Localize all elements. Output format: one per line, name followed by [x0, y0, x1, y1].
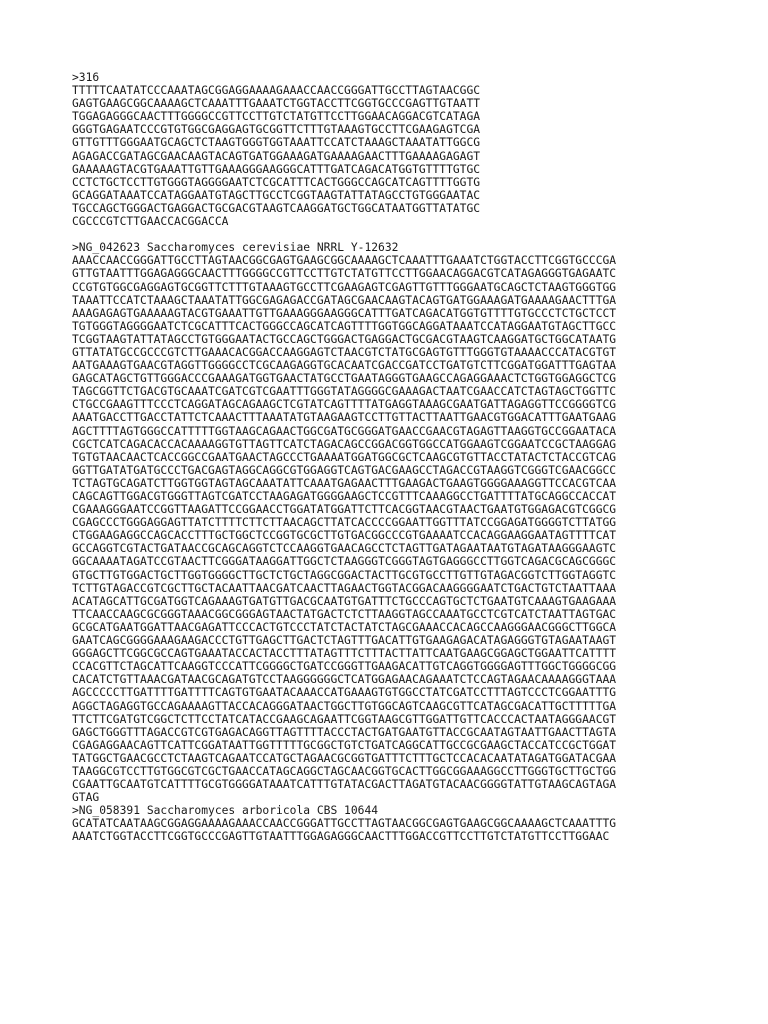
sequence-line: TGCCAGCTGGGACTGAGGACTGCGACGTAAGTCAAGGATGCTGGCATAATGGTTATATGC	[72, 201, 481, 215]
sequence-line: AGGCTAGAGGTGCCAGAAAAGTTACCACAGGGATAACTGGCTTGTGGCAGTCAAGCGTTCATAGCGACATTGCTTTTTGA	[72, 699, 617, 713]
sequence-line: TCTAGTGCAGATCTTGGTGGTAGTAGCAAATATTCAAATGAGAACTTTGAAGACTGAAGTGGGGAAAGGTTCCACGTCAA	[72, 476, 617, 490]
sequence-line: CGAGAGGAACAGTTCATTCGGATAATTGGTTTTTGCGGCTGTCTGATCAGGCATTGCCGCGAAGCTACCATCCGCTGGAT	[72, 738, 617, 752]
sequence-line: TGTGGGTAGGGGAATCTCGCATTTCACTGGGCCAGCATCAGTTTTGGTGGCAGGATAAATCCATAGGAATGTAGCTTGCC	[72, 319, 617, 333]
sequence-line: GCAGGATAAATCCATAGGAATGTAGCTTGCCTCGGTAAGTATTATAGCCTGTGGGAATAC	[72, 188, 481, 202]
sequence-line: TAAGGCGTCCTTGTGGCGTCGCTGAACCATAGCAGGCTAGCAACGGTGCACTTGGCGGAAAGGCCTTGGGTGCTTGCTGG	[72, 764, 617, 778]
sequence-line: CGAGCCCTGGGAGGAGTTATCTTTTCTTCTTAACAGCTTATCACCCCGGAATTGGTTTATCCGGAGATGGGGTCTTATGG	[72, 516, 617, 530]
sequence-line: TGTGTAACAACTCACCGGCCGAATGAACTAGCCCTGAAAATGGATGGCGCTCAAGCGTGTTACCTATACTCTACCGTCAG	[72, 450, 617, 464]
sequence-line: AAATCTGGTACCTTCGGTGCCCGAGTTGTAATTTGGAGAGGGCAACTTTGGACCGTTCCTTGTCTATGTTCCTTGGAAC	[72, 830, 610, 844]
sequence-record-316	[72, 71, 692, 228]
sequence-line: TAGCGGTTCTGACGTGCAAATCGATCGTCGAATTTGGGTATAGGGGCGAAAGACTAATCGAACCATCTAGTAGCTGGTTC	[72, 385, 617, 399]
sequence-line: GCATATCAATAAGCGGAGGAAAAGAAACCAACCGGGATTGCCTTAGTAACGGCGAGTGAAGCGGCAAAAGCTCAAATTTG	[72, 817, 617, 831]
sequence-line: GTAG	[72, 791, 100, 805]
record-header: >NG_042623 Saccharomyces cerevisiae NRRL Y-12632	[72, 241, 399, 255]
sequence-line: TTCTTCGATGTCGGCTCTTCCTATCATACCGAAGCAGAATTCGGTAAGCGTTGGATTGTTCACCCACTAATAGGGAACGT	[72, 712, 617, 726]
sequence-line: GCCAGGTCGTACTGATAACCGCAGCAGGTCTCCAAGGTGAACAGCCTCTAGTTGATAGAATAATGTAGATAAGGGAAGTC	[72, 542, 617, 556]
sequence-line: AGCTTTTAGTGGGCCATTTTTGGTAAGCAGAACTGGCGATGCGGGATGAACCGAACGTAGAGTTAAGGTGCCGGAATACA	[72, 424, 617, 438]
sequence-line: TAAATTCCATCTAAAGCTAAATATTGGCGAGAGACCGATAGCGAACAAGTACAGTGATGGAAAGATGAAAAGAACTTTGA	[72, 293, 617, 307]
sequence-line: AAACCAACCGGGATTGCCTTAGTAACGGCGAGTGAAGCGGCAAAAGCTCAAATTTGAAATCTGGTACCTTCGGTGCCCGA	[72, 254, 617, 268]
sequence-line: CGAAAGGGAATCCGGTTAAGATTCCGGAACCTGGATATGGATTCTTCACGGTAACGTAACTGAATGTGGAGACGTCGGCG	[72, 503, 617, 517]
sequence-line: GTTGTAATTTGGAGAGGGCAACTTTGGGGCCGTTCCTTGTCTATGTTCCTTGGAACAGGACGTCATAGAGGGTGAGAATC	[72, 267, 617, 281]
sequence-line: GGGTGAGAATCCCGTGTGGCGAGGAGTGCGGTTCTTTGTAAAGTGCCTTCGAAGAGTCGA	[72, 123, 481, 137]
sequence-line: CCGTGTGGCGAGGAGTGCGGTTCTTTGTAAAGTGCCTTCGAAGAGTCGAGTTGTTTGGGAATGCAGCTCTAAGTGGGTGG	[72, 280, 617, 294]
sequence-line: CACATCTGTTAAACGATAACGCAGATGTCCTAAGGGGGGCTCATGGAGAACAGAAATCTCCAGTAGAACAAAAGGGTAAA	[72, 673, 617, 687]
sequence-line: AAATGACCTTGACCTATTCTCAAACTTTAAATATGTAAGAAGTCCTTGTTACTTAATTGAACGTGGACATTTGAATGAAG	[72, 411, 617, 425]
record-header: >316	[72, 71, 100, 84]
sequence-line: TCTTGTAGACCGTCGCTTGCTACAATTAACGATCAACTTAGAACTGGTACGGACAAGGGGAATCTGACTGTCTAATTAAA	[72, 581, 617, 595]
sequence-line: AGAGACCGATAGCGAACAAGTACAGTGATGGAAAGATGAAAAGAACTTTGAAAAGAGAGT	[72, 149, 481, 163]
sequence-line: GAATCAGCGGGGAAAGAAGACCCTGTTGAGCTTGACTCTAGTTTGACATTGTGAAGAGACATAGAGGGTGTAGAATAAGT	[72, 634, 617, 648]
blank-line	[72, 228, 692, 241]
sequence-line: CGAATTGCAATGTCATTTTGCGTGGGGATAAATCATTTGTATACGACTTAGATGTACAACGGGGTATTGTAAGCAGTAGA	[72, 778, 617, 792]
sequence-line: CAGCAGTTGGACGTGGGTTAGTCGATCCTAAGAGATGGGGAAGCTCCGTTTCAAAGGCCTGATTTTATGCAGGCCACCAT	[72, 490, 617, 503]
sequence-line: TTCAACCAAGCGCGGGTAAACGGCGGGAGTAACTATGACTCTCTTAAGGTAGCCAAATGCCTCGTCATCTAATTAGTGAC	[72, 607, 617, 621]
sequence-record-ng-058391	[72, 804, 692, 843]
sequence-line: CTGGAAGAGGCCAGCACCTTTGCTGGCTCCGGTGCGCTTGTGACGGCCCGTGAAAATCCACAGGAAGGAATAGTTTTCAT	[72, 529, 617, 543]
sequence-line: TCGGTAAGTATTATAGCCTGTGGGAATACTGCCAGCTGGGACTGAGGACTGCGACGTAAGTCAAGGATGCTGGCATAATG	[72, 332, 617, 346]
sequence-line: TTTTTCAATATCCCAAATAGCGGAGGAAAAGAAACCAACCGGGATTGCCTTAGTAACGGC	[72, 84, 481, 98]
sequence-line: GGGAGCTTCGGCGCCAGTGAAATACCACTACCTTTATAGTTTCTTTACTTATTCAATGAAGCGGAGCTGGAATTCATTTT	[72, 647, 617, 661]
record-header: >NG_058391 Saccharomyces arboricola CBS 10644	[72, 804, 379, 818]
sequence-line: GAGCTGGGTTTAGACCGTCGTGAGACAGGTTAGTTTTACCCTACTGATGAATGTTACCGCAATAGTAATTGAACTTAGTA	[72, 725, 617, 739]
sequence-line: GAAAAAGTACGTGAAATTGTTGAAAGGGAAGGGCATTTGATCAGACATGGTGTTTTGTGC	[72, 162, 481, 176]
sequence-line: CGCTCATCAGACACCACAAAAGGTGTTAGTTCATCTAGACAGCCGGACGGTGGCCATGGAAGTCGGAATCCGCTAAGGAG	[72, 437, 617, 451]
sequence-line: AATGAAAGTGAACGTAGGTTGGGGCCTCGCAAGAGGTGCACAATCGACCGATCCTGATGTCTTCGGATGGATTTGAGTAA	[72, 359, 617, 373]
sequence-line: CCACGTTCTAGCATTCAAGGTCCCATTCGGGGCTGATCCGGGTTGAAGACATTGTCAGGTGGGGAGTTTGGCTGGGGCGG	[72, 660, 617, 674]
sequence-line: TGGAGAGGGCAACTTTGGGGCCGTTCCTTGTCTATGTTCCTTGGAACAGGACGTCATAGA	[72, 110, 481, 124]
sequence-line: GAGTGAAGCGGCAAAAGCTCAAATTTGAAATCTGGTACCTTCGGTGCCCGAGTTGTAATT	[72, 97, 481, 111]
sequence-line: GCGCATGAATGGATTAACGAGATTCCCACTGTCCCTATCTACTATCTAGCGAAACCACAGCCAAGGGAACGGGCTTGGCA	[72, 620, 617, 634]
fasta-document	[72, 71, 692, 844]
sequence-line: GTGCTTGTGGACTGCTTGGTGGGGCTTGCTCTGCTAGGCGGACTACTTGCGTGCCTTGTTGTAGACGGTCTTGGTAGGTC	[72, 568, 617, 582]
sequence-line: CTGCCGAAGTTTCCCTCAGGATAGCAGAAGCTCGTATCAGTTTTATGAGGTAAAGCGAATGATTAGAGGTTCCGGGGTCG	[72, 398, 617, 412]
sequence-line: CCTCTGCTCCTTGTGGGTAGGGGAATCTCGCATTTCACTGGGCCAGCATCAGTTTTGGTG	[72, 175, 481, 189]
sequence-line: AAAGAGAGTGAAAAAGTACGTGAAATTGTTGAAAGGGAAGGGCATTTGATCAGACATGGTGTTTTGTGCCCTCTGCTCCT	[72, 306, 617, 320]
sequence-record-ng-042623	[72, 241, 692, 804]
sequence-line: GTTATATGCCGCCCGTCTTGAAACACGGACCAAGGAGTCTAACGTCTATGCGAGTGTTTGGGTGTAAAACCCATACGTGT	[72, 345, 617, 359]
sequence-line: GAGCATAGCTGTTGGGACCCGAAAGATGGTGAACTATGCCTGAATAGGGTGAAGCCAGAGGAAACTCTGGTGGAGGCTCG	[72, 372, 617, 386]
sequence-line: TATGGCTGAACGCCTCTAAGTCAGAATCCATGCTAGAACGCGGTGATTTCTTTGCTCCACACAATATAGATGGATACGAA	[72, 751, 617, 765]
sequence-line: CGCCCGTCTTGAACCACGGACCA	[72, 215, 229, 229]
sequence-line: GGCAAAATAGATCCGTAACTTCGGGATAAGGATTGGCTCTAAGGGTCGGGTAGTGAGGGCCTTGGTCAGACGCAGCGGGC	[72, 555, 617, 569]
sequence-line: AGCCCCCTTGATTTTGATTTTCAGTGTGAATACAAACCATGAAAGTGTGGCCTATCGATCCTTTAGTCCCTCGGAATTTG	[72, 686, 617, 700]
sequence-line: GTTGTTTGGGAATGCAGCTCTAAGTGGGTGGTAAATTCCATCTAAAGCTAAATATTGGCG	[72, 136, 481, 150]
sequence-line: ACATAGCATTGCGATGGTCAGAAAGTGATGTTGACGCAATGTGATTTCTGCCCAGTGCTCTGAATGTCAAAGTGAAGAAA	[72, 594, 617, 608]
sequence-line: GGTTGATATGATGCCCTGACGAGTAGGCAGGCGTGGAGGTCAGTGACGAAGCCTAGACCGTAAGGTCGGGTCGAACGGCC	[72, 463, 617, 477]
